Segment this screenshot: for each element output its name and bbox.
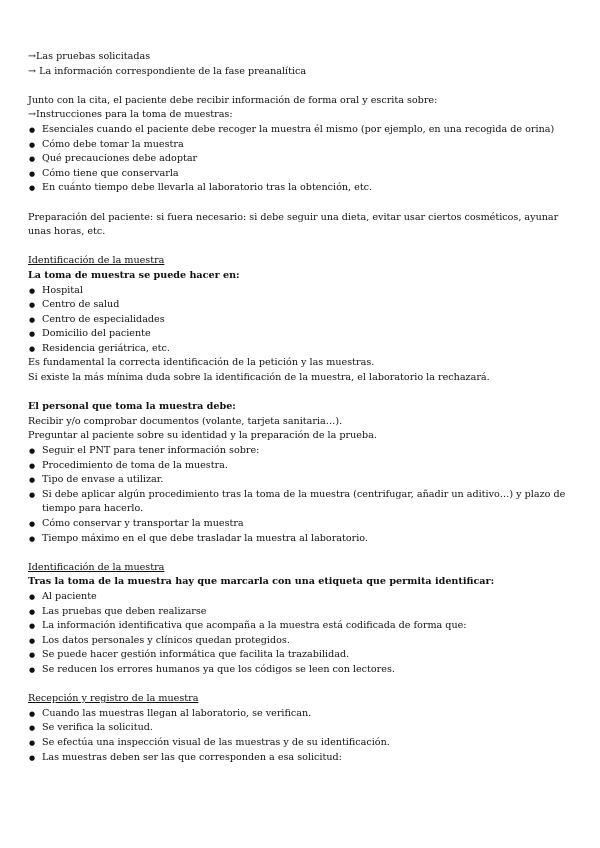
body-line: Si existe la más mínima duda sobre la identificación de la muestra, el laboratorio la rechazará. bbox=[28, 372, 490, 384]
list-item: ● Si debe aplicar algún procedimiento tras la toma de la muestra (centrifugar, añadir un aditivo…) y plazo de tiempo para hacerlo. bbox=[28, 488, 573, 517]
list-item: ● Se efectúa una inspección visual de las muestras y de su identificación. bbox=[28, 736, 573, 751]
lugares-list bbox=[28, 284, 573, 357]
section-heading: Identificación de la muestra bbox=[28, 561, 165, 573]
recepcion-list bbox=[28, 707, 573, 765]
list-item: ● Hospital bbox=[28, 284, 573, 299]
list-item: ● Las pruebas que deben realizarse bbox=[28, 605, 573, 620]
list-item: ● Esenciales cuando el paciente debe recoger la muestra él mismo (por ejemplo, en una recogida de orina) bbox=[28, 123, 573, 138]
document-body bbox=[28, 50, 573, 765]
arrow-line: → La información correspondiente de la fase preanalítica bbox=[28, 65, 307, 77]
body-line: Es fundamental la correcta identificación de la petición y las muestras. bbox=[28, 357, 375, 369]
list-item: ● Qué precauciones debe adoptar bbox=[28, 152, 573, 167]
cita-intro: Junto con la cita, el paciente debe recibir información de forma oral y escrita sobre: bbox=[28, 94, 438, 106]
list-item: ● Se puede hacer gestión informática que facilita la trazabilidad. bbox=[28, 648, 573, 663]
personal-list bbox=[28, 444, 573, 546]
list-item: ● Cómo conservar y transportar la muestra bbox=[28, 517, 573, 532]
list-item: ● Procedimiento de toma de la muestra. bbox=[28, 459, 573, 474]
list-item: ● Residencia geriátrica, etc. bbox=[28, 342, 573, 357]
list-item: ● Seguir el PNT para tener información sobre: bbox=[28, 444, 573, 459]
list-item: ● Los datos personales y clínicos quedan protegidos. bbox=[28, 634, 573, 649]
list-item: ● La información identificativa que acompaña a la muestra está codificada de forma que: bbox=[28, 619, 573, 634]
list-item: ● Tipo de envase a utilizar. bbox=[28, 473, 573, 488]
list-item: ● En cuánto tiempo debe llevarla al laboratorio tras la obtención, etc. bbox=[28, 181, 573, 196]
list-item: ● Se reducen los errores humanos ya que los códigos se leen con lectores. bbox=[28, 663, 573, 678]
arrow-line: →Las pruebas solicitadas bbox=[28, 51, 151, 62]
list-item: ● Cómo debe tomar la muestra bbox=[28, 138, 573, 153]
list-item: ● Las muestras deben ser las que corresponden a esa solicitud: bbox=[28, 751, 573, 766]
cita-list bbox=[28, 123, 573, 196]
list-item: ● Se verifica la solicitud. bbox=[28, 721, 573, 736]
list-item: ● Centro de salud bbox=[28, 298, 573, 313]
section-subtitle: Tras la toma de la muestra hay que marcarla con una etiqueta que permita identificar: bbox=[28, 576, 495, 588]
preparacion-paragraph: Preparación del paciente: si fuera necesario: si debe seguir una dieta, evitar usar ciertos cosméticos, ayunar unas horas, etc. bbox=[28, 211, 559, 238]
list-item: ● Centro de especialidades bbox=[28, 313, 573, 328]
list-item: ● Domicilio del paciente bbox=[28, 327, 573, 342]
section-heading: Recepción y registro de la muestra bbox=[28, 693, 199, 705]
list-item: ● Tiempo máximo en el que debe trasladar la muestra al laboratorio. bbox=[28, 532, 573, 547]
section-subtitle: El personal que toma la muestra debe: bbox=[28, 401, 236, 413]
body-line: Recibir y/o comprobar documentos (volante, tarjeta sanitaria…). bbox=[28, 415, 343, 427]
body-line: Preguntar al paciente sobre su identidad y la preparación de la prueba. bbox=[28, 430, 377, 442]
list-item: ● Cómo tiene que conservarla bbox=[28, 167, 573, 182]
section-subtitle: La toma de muestra se puede hacer en: bbox=[28, 269, 240, 281]
section-heading: Identificación de la muestra bbox=[28, 255, 165, 267]
etiqueta-list bbox=[28, 590, 573, 678]
arrow-line: →Instrucciones para la toma de muestras: bbox=[28, 109, 233, 121]
list-item: ● Al paciente bbox=[28, 590, 573, 605]
list-item: ● Cuando las muestras llegan al laboratorio, se verifican. bbox=[28, 707, 573, 722]
